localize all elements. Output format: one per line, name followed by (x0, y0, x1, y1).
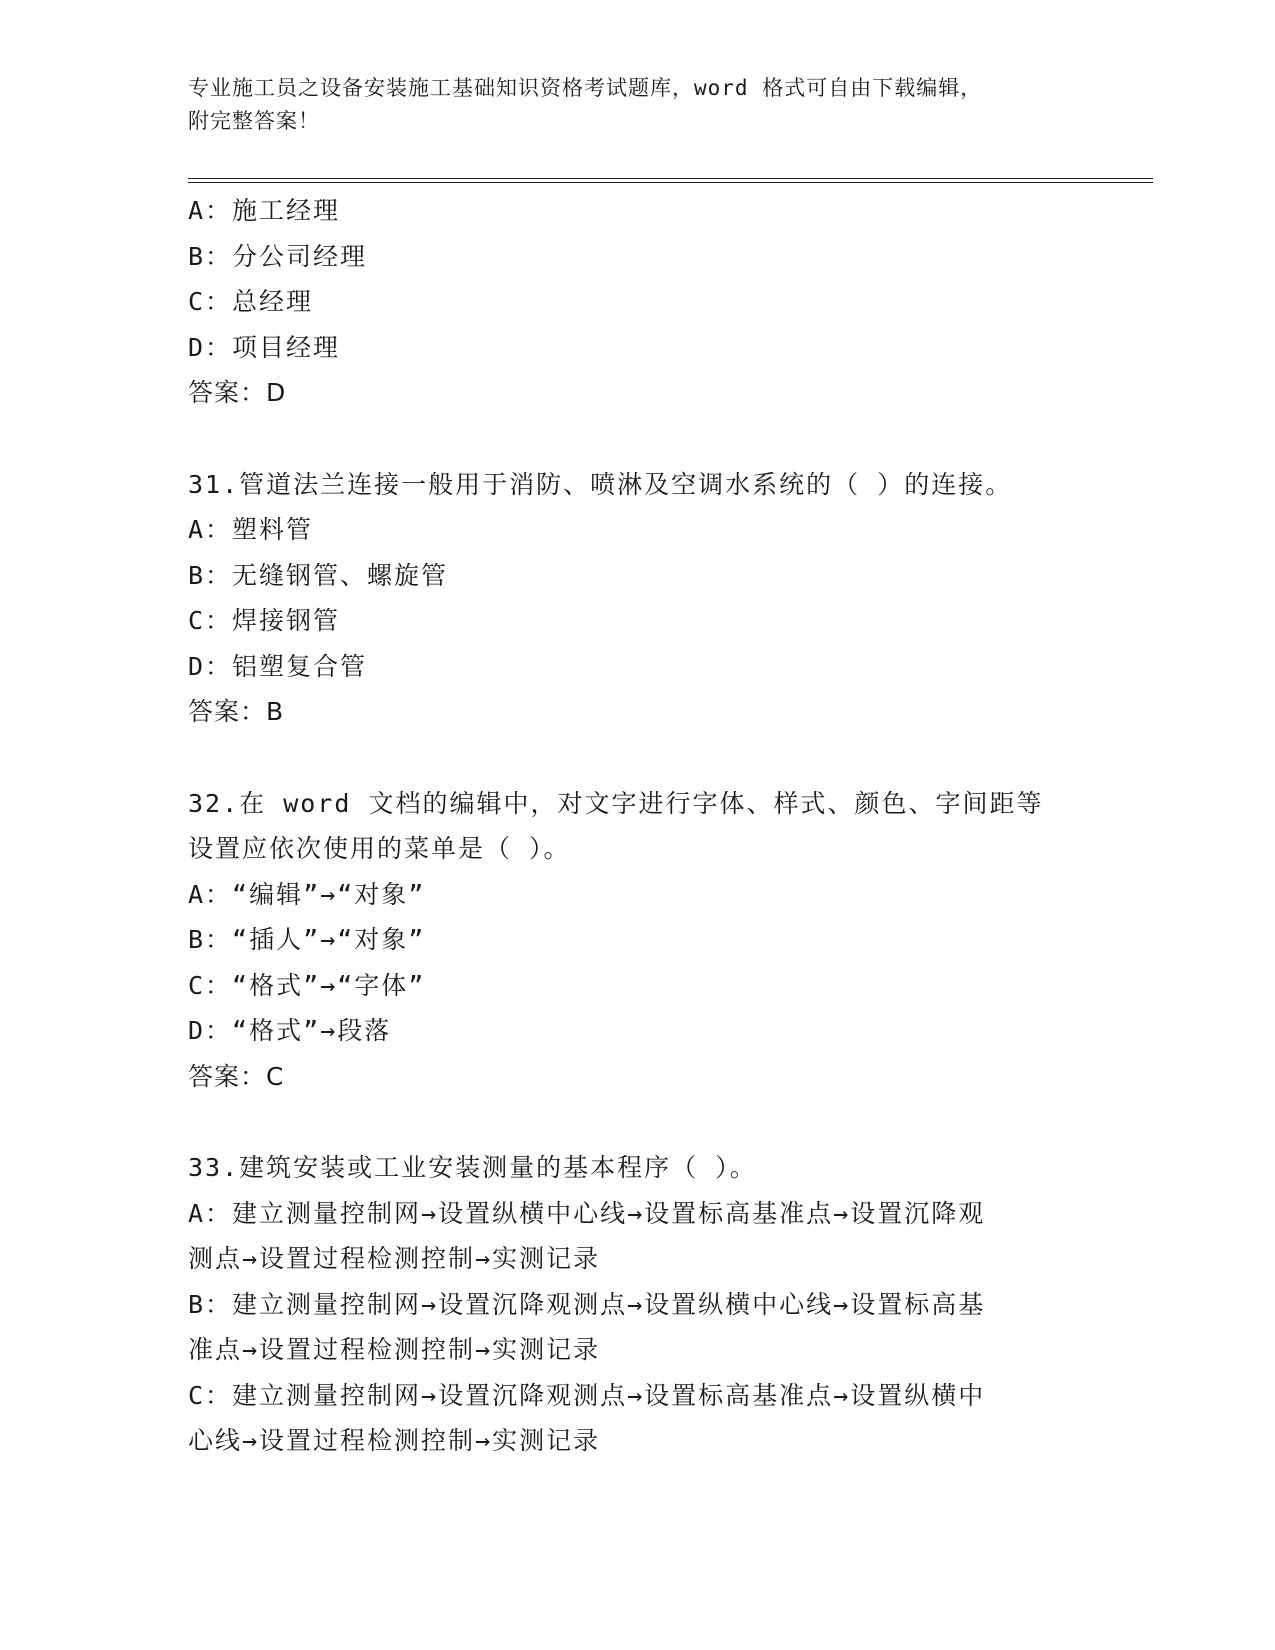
option-d: D：铝塑复合管 (188, 651, 368, 681)
option-c-line-1: C：建立测量控制网→设置沉降观测点→设置标高基准点→设置纵横中 (188, 1380, 986, 1410)
answer: 答案：B (188, 697, 285, 726)
option-d: D：项目经理 (188, 332, 341, 362)
option-c-line-2: 心线→设置过程检测控制→实测记录 (188, 1426, 601, 1455)
option-b: B：分公司经理 (188, 241, 368, 271)
question-30 (188, 188, 1078, 416)
header-line-2: 附完整答案！ (188, 109, 320, 133)
spacer (188, 416, 1078, 462)
spacer (188, 735, 1078, 781)
question-32 (188, 781, 1078, 1100)
option-c: C：焊接钢管 (188, 606, 341, 635)
option-c: C：总经理 (188, 287, 314, 316)
option-b-line-1: B：建立测量控制网→设置沉降观测点→设置纵横中心线→设置标高基 (188, 1289, 986, 1319)
question-text: 33.建筑安装或工业安装测量的基本程序（ ）。 (188, 1153, 757, 1182)
header-line-1: 专业施工员之设备安装施工基础知识资格考试题库，word 格式可自由下载编辑， (188, 76, 983, 100)
option-b: B：“插人”→“对象” (188, 925, 426, 954)
option-d: D：“格式”→段落 (188, 1016, 392, 1045)
option-a: A：塑料管 (188, 515, 314, 544)
spacer (188, 1099, 1078, 1145)
option-a-line-1: A：建立测量控制网→设置纵横中心线→设置标高基准点→设置沉降观 (188, 1198, 986, 1228)
document-body (188, 188, 1078, 1464)
header-divider (188, 178, 1153, 183)
option-c: C：“格式”→“字体” (188, 970, 426, 1000)
option-a: A：施工经理 (188, 196, 341, 225)
question-text: 31.管道法兰连接一般用于消防、喷淋及空调水系统的（ ）的连接。 (188, 469, 1013, 499)
option-a: A：“编辑”→“对象” (188, 879, 426, 909)
question-33 (188, 1145, 1078, 1464)
document-header (188, 72, 1068, 138)
question-text-line-2: 设置应依次使用的菜单是（ ）。 (188, 834, 571, 863)
question-text-line-1: 32.在 word 文档的编辑中，对文字进行字体、样式、颜色、字间距等 (188, 788, 1044, 818)
answer: 答案：D (188, 378, 287, 407)
answer: 答案：C (188, 1061, 285, 1091)
option-b-line-2: 准点→设置过程检测控制→实测记录 (188, 1335, 601, 1364)
question-31 (188, 462, 1078, 735)
option-a-line-2: 测点→设置过程检测控制→实测记录 (188, 1244, 601, 1273)
option-b: B：无缝钢管、螺旋管 (188, 560, 449, 590)
